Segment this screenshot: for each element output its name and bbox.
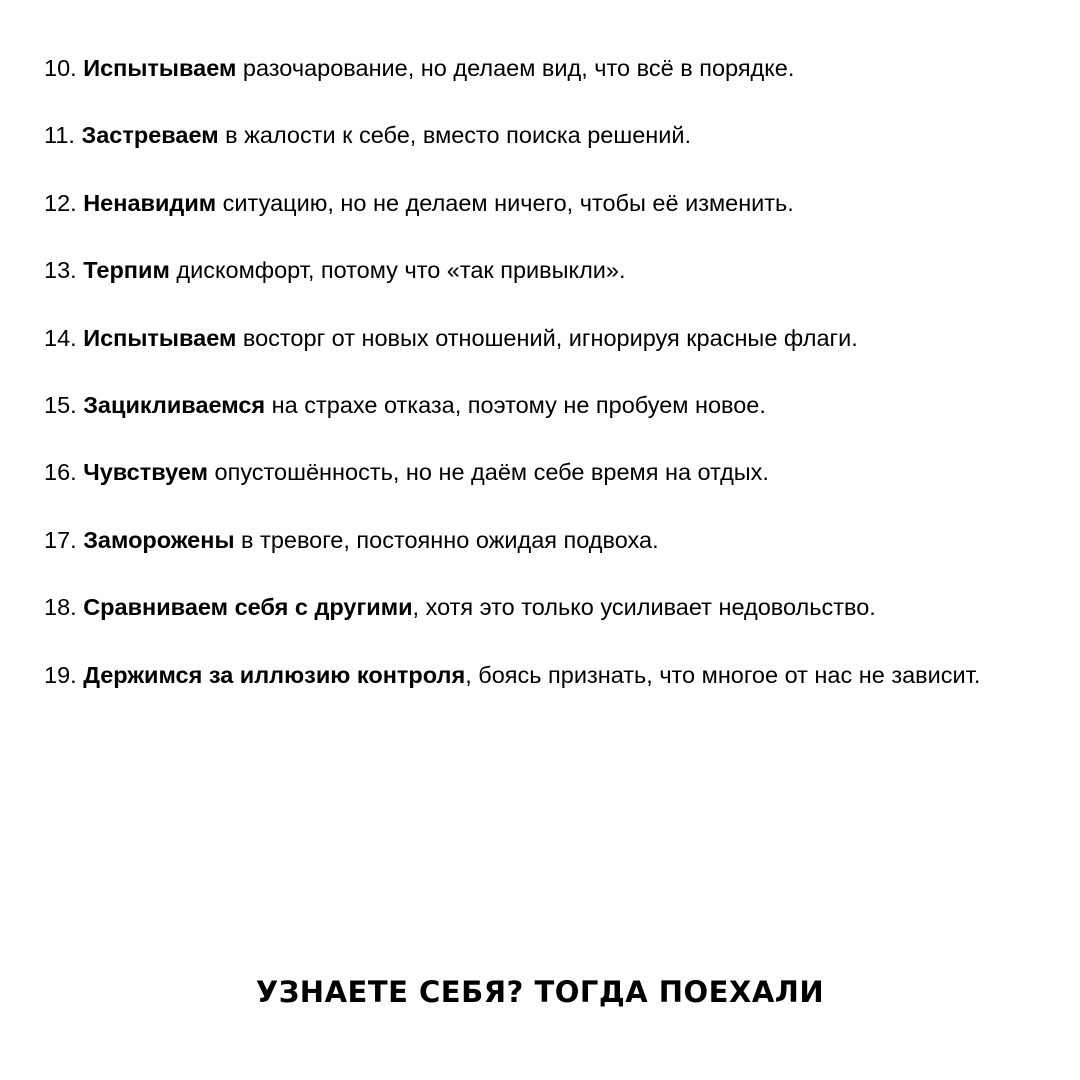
item-bold: Чувствуем (83, 459, 208, 486)
item-number: 13. (44, 257, 77, 284)
list-item (44, 320, 1004, 356)
item-text: , хотя это только усиливает недовольство. (412, 594, 876, 621)
item-bold: Терпим (83, 257, 170, 284)
item-bold: Зацикливаемся (83, 391, 266, 418)
list-item (44, 589, 1004, 625)
item-number: 17. (44, 526, 77, 553)
list-item (44, 454, 1004, 490)
list-item (44, 185, 1004, 221)
item-text: разочарование, но делаем вид, что всё в порядке. (236, 55, 795, 81)
item-number: 16. (44, 459, 77, 486)
item-bold: Ненавидим (83, 189, 217, 216)
item-text: восторг от новых отношений, игнорируя красные флаги. (236, 324, 858, 351)
item-number: 19. (44, 661, 77, 688)
item-number: 12. (44, 189, 77, 216)
item-text: ситуацию, но не делаем ничего, чтобы её изменить. (216, 189, 794, 216)
item-number: 11. (44, 122, 75, 149)
item-text: на страхе отказа, поэтому не пробуем новое. (265, 391, 766, 418)
list-item (44, 50, 1004, 86)
footer-call-to-action: УЗНАЕТЕ СЕБЯ? ТОГДА ПОЕХАЛИ (255, 975, 825, 1009)
item-bold: Испытываем (83, 55, 237, 81)
item-number: 10. (44, 55, 77, 81)
item-number: 18. (44, 594, 77, 621)
item-number: 15. (44, 391, 77, 418)
item-text: опустошённость, но не даём себе время на отдых. (208, 459, 769, 486)
item-text: , боясь признать, что многое от нас не зависит. (465, 661, 981, 688)
item-bold: Держимся за иллюзию контроля (83, 661, 466, 688)
item-text: дискомфорт, потому что «так привыкли». (169, 257, 626, 284)
item-text: в жалости к себе, вместо поиска решений. (218, 122, 692, 149)
list-item (44, 252, 1004, 288)
item-bold: Застреваем (81, 122, 219, 149)
list-item (44, 117, 1004, 153)
list-item (44, 522, 1004, 558)
item-bold: Испытываем (83, 324, 237, 351)
item-text: в тревоге, постоянно ожидая подвоха. (234, 526, 659, 553)
item-bold: Заморожены (83, 526, 235, 553)
statement-list (44, 50, 1004, 724)
list-item (44, 387, 1004, 423)
item-number: 14. (44, 324, 77, 351)
item-bold: Сравниваем себя с другими (83, 594, 413, 621)
list-item (44, 657, 1004, 693)
